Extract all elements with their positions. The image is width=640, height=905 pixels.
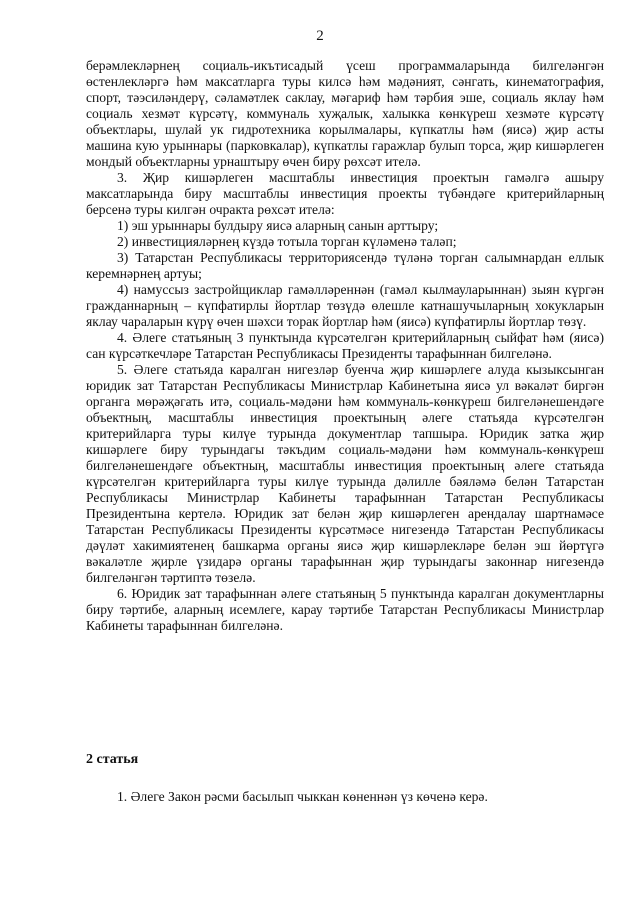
paragraph-6: 4) намуссыз застройщиклар гамәлләреннән (гамәл кылмауларыннан) зыян күргән гражданнарның – күпфатирлы йортлар төзүдә өлешле катнашучыларның хокукларын яклау чараларын күрү өчен шәхси торак йортлар һәм (яисә) күпфатирлы йортлар төзү. xyxy=(86,282,604,329)
paragraph-9: 6. Юридик зат тарафыннан әлеге статьяның 5 пунктында каралган документларны биру тәртибе, аларның исемлеге, карау тәртибе Татарстан Республикасы Министрлар Кабинеты тарафыннан билгеләнә. xyxy=(86,586,604,633)
section-paragraph: 1. Әлеге Закон рәсми басылып чыккан көненнән үз көченә керә. xyxy=(117,789,488,804)
page-number: 2 xyxy=(316,28,324,44)
paragraph-2: 3. Җир кишәрлеген масштаблы инвестиция проектын гамәлгә ашыру максатларында биру масштаблы инвестиция проекты түбәндәге критерийларның берсенә туры килгән очракта рөхсәт ителә: xyxy=(86,170,604,217)
paragraph-5: 3) Татарстан Республикасы территориясендә түләнә торган салымнардан еллык керемнәрнең артуы; xyxy=(86,250,604,281)
article-body xyxy=(86,58,604,634)
paragraph-1: берәмлекләрнең социаль-икътисадый үсеш программаларында билгеләнгән өстенлекләргә һәм максатларга туры килсә һәм мәдәният, сәнгать, кинематография, спорт, тәэсиләндерү, сәламәтлек саклау, мәгариф һәм тәрбия эше, социаль яклау һәм социаль хезмәт күрсәтү, коммуналь хуҗалык, халыкка көнкүреш хезмәте күрсәтү объектлары, шулай ук гидротехника корылмалары, күпкатлы һәм (яисә) җир асты машина кую урыннары (парковкалар), күпкатлы гаражлар булып торса, җир кишәрлеген мондый объектларны урнаштыру өчен биру рөхсәт ителә. xyxy=(86,58,604,169)
paragraph-8: 5. Әлеге статьяда каралган нигезләр буенча җир кишәрлеге алуда кызыксынган юридик зат Татарстан Республикасы Министрлар Кабинетына яисә ул вәкаләт биргән органга мөрәҗәгать итә, социаль-мәдәни һәм коммуналь-көнкүреш билгеләнешендәге объектның, масштаблы инвестиция проектының әлеге статьяда күрсәтелгән критерийларга туры килүе турында документлар тапшыра. Юридик затка җир кишәрлеге биру турындагы тәкъдим социаль-мәдәни һәм коммуналь-көнкүреш билгеләнешендәге объектның, масштаблы инвестиция проектының әлеге статьяда күрсәтелгән критерийларга туры килүе турында дәлилле бәяләмә белән Татарстан Республикасы Министрлар Кабинеты тарафыннан Татарстан Республикасы Президентына кертелә. Юридик зат белән җир кишәрлеген арендалау шартнамәсе Татарстан Республикасы Президенты күрсәтмәсе нигезендә Татарстан Республикасы дәүләт хакимиятенең башкарма органы яисә җир кишәрлекләре белән эш йөртүгә вәкаләтле җирле үзидарә органы тарафыннан җир турындагы законнар нигезендә билгеләнгән тәртиптә төзелә. xyxy=(86,362,604,585)
section-heading: 2 статья xyxy=(86,752,139,767)
paragraph-7: 4. Әлеге статьяның 3 пунктында күрсәтелгән критерийларның сыйфат һәм (яисә) сан күрсәткечләре Татарстан Республикасы Президенты тарафыннан билгеләнә. xyxy=(86,330,604,361)
paragraph-4: 2) инвестицияләрнең күздә тотыла торган күләменә таләп; xyxy=(117,234,457,249)
paragraph-3: 1) эш урыннары булдыру яисә аларның санын арттыру; xyxy=(117,218,439,233)
